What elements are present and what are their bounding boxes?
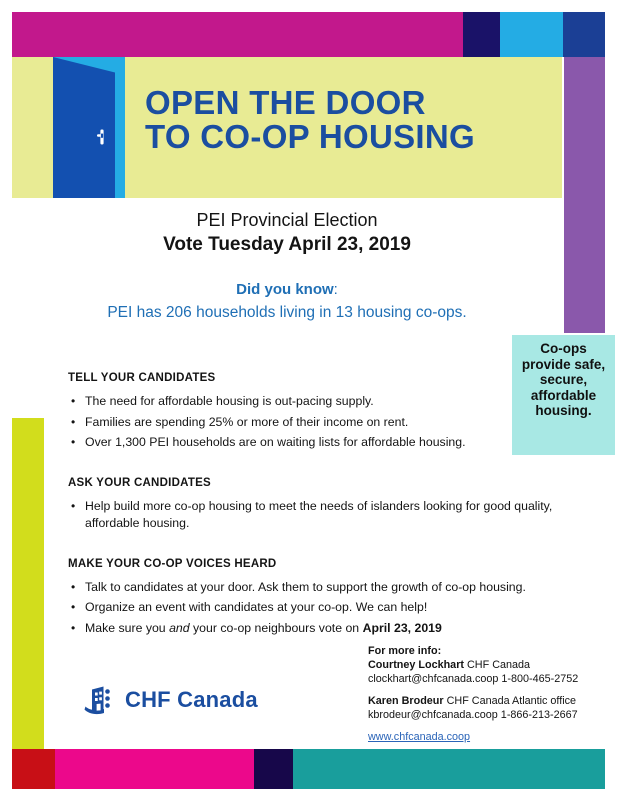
contact-person-2-detail: kbrodeur@chfcanada.coop 1-866-213-2667: [368, 708, 578, 721]
bullet-list-ask: [68, 498, 568, 533]
contact-person-1-name: Courtney Lockhart: [368, 659, 464, 672]
list-item: • The need for affordable housing is out-pacing supply.: [85, 393, 568, 411]
subtitle-line-2: Vote Tuesday April 23, 2019: [163, 234, 411, 255]
section-heading-voices: MAKE YOUR CO-OP VOICES HEARD: [68, 557, 277, 570]
bullet-list-tell: [68, 393, 568, 452]
list-item: • Over 1,300 PEI households are on waiting lists for affordable housing.: [85, 434, 568, 452]
list-item: • Help build more co-op housing to meet the needs of islanders looking for good quality, affordable housing.: [85, 498, 568, 533]
logo-text: CHF Canada: [125, 687, 258, 712]
top-bar-segment-magenta: [12, 12, 463, 57]
contact-person-2: [368, 695, 603, 722]
contact-person-2-name: Karen Brodeur: [368, 695, 444, 708]
bottom-bar-segment-teal: [293, 749, 605, 789]
bullet-list-voices: [68, 579, 568, 638]
vote-date: April 23, 2019: [362, 620, 442, 635]
vote-text-part-2: your co-op neighbours vote on: [189, 620, 363, 635]
contact-info: [368, 645, 603, 744]
did-you-know-body: PEI has 206 households living in 13 housing co-ops.: [107, 304, 467, 321]
bottom-color-bar: [12, 749, 605, 789]
section-heading-tell: TELL YOUR CANDIDATES: [68, 372, 216, 384]
list-item: • Families are spending 25% or more of their income on rent.: [85, 414, 568, 432]
door-handle-icon: [97, 129, 107, 145]
vote-text-italic: and: [169, 620, 190, 635]
did-you-know-block: [12, 279, 562, 324]
subtitle-line-1: PEI Provincial Election: [196, 210, 378, 230]
bottom-bar-segment-red: [12, 749, 55, 789]
contact-person-1-line: [368, 659, 603, 672]
chf-building-logo-icon: [80, 682, 116, 718]
right-purple-bar: [564, 57, 605, 333]
did-you-know-colon: :: [333, 281, 338, 298]
top-bar-segment-cyan: [500, 12, 563, 57]
contact-person-1-org: CHF Canada: [464, 659, 531, 672]
list-item: • Organize an event with candidates at your co-op. We can help!: [85, 599, 568, 617]
section-heading-ask: ASK YOUR CANDIDATES: [68, 476, 211, 489]
callout-box: Co-ops provide safe, secure, affordable housing.: [512, 335, 615, 455]
top-bar-segment-blue: [563, 12, 605, 57]
page-title: [145, 86, 545, 154]
bottom-bar-segment-navy: [254, 749, 293, 789]
vote-text-part-1: Make sure you: [85, 620, 170, 635]
door-panel: [53, 57, 115, 198]
chf-canada-logo: [80, 682, 258, 718]
body-content: [68, 372, 568, 640]
headline-line-1: OPEN THE DOOR: [145, 84, 426, 121]
website-link[interactable]: www.chfcanada.coop: [368, 731, 471, 744]
contact-person-1-detail: clockhart@chfcanada.coop 1-800-465-2752: [368, 672, 579, 685]
did-you-know-heading-text: Did you know: [236, 281, 334, 298]
top-color-bar: [12, 12, 605, 57]
contact-person-2-line: [368, 695, 603, 708]
headline-line-2: TO CO-OP HOUSING: [145, 118, 475, 155]
contact-heading: For more info:: [368, 645, 442, 657]
top-bar-segment-navy: [463, 12, 500, 57]
contact-person-2-org: CHF Canada Atlantic office: [443, 695, 577, 708]
header-band: [12, 57, 562, 198]
contact-person-1: [368, 659, 603, 686]
list-item-vote-date: [85, 620, 568, 638]
bottom-bar-segment-pink: [55, 749, 254, 789]
did-you-know-heading: [12, 279, 562, 301]
open-door-icon: [53, 57, 125, 198]
election-subtitle: [12, 208, 562, 257]
list-item: • Talk to candidates at your door. Ask them to support the growth of co-op housing.: [85, 579, 568, 597]
left-lime-bar: [12, 418, 44, 750]
